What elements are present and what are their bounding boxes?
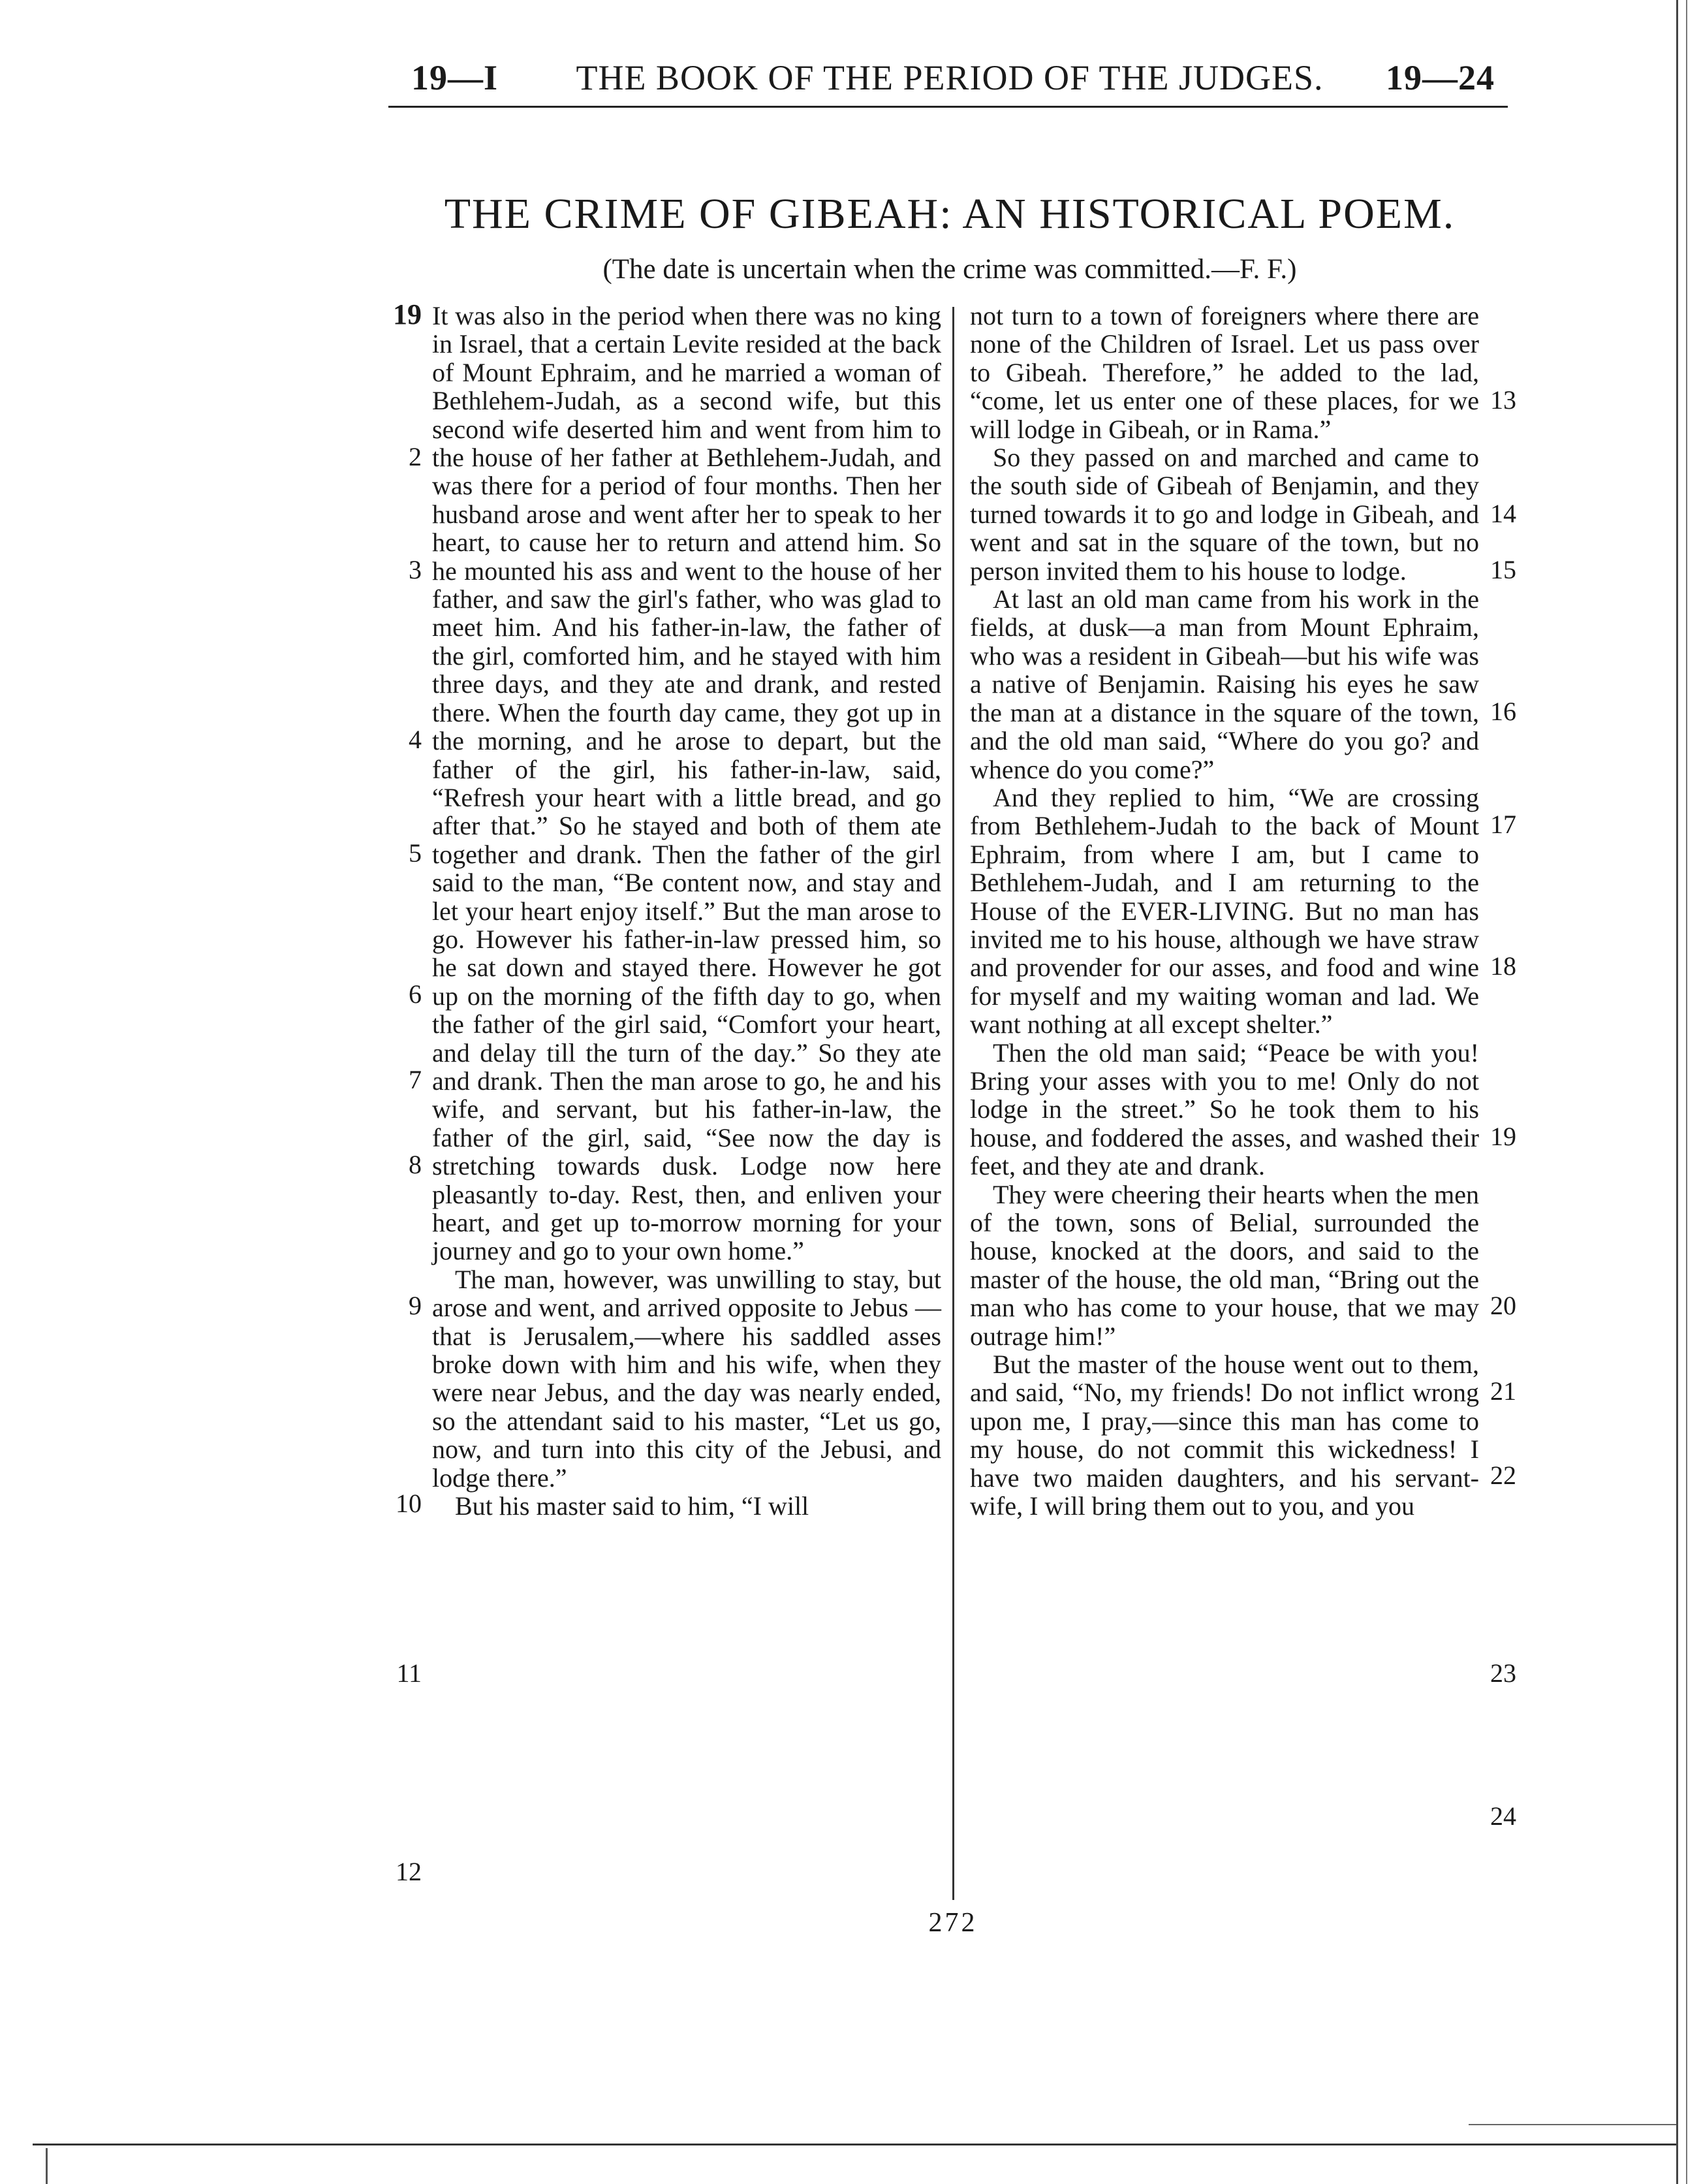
paragraph-verse-12: But his master said to him, “I will	[455, 1491, 809, 1521]
header-rule	[388, 106, 1508, 108]
header-left-reference: 19—I	[411, 58, 499, 97]
column-divider	[952, 307, 954, 1900]
verse-number: 19	[1490, 1122, 1516, 1151]
verse-number: 18	[1490, 951, 1516, 981]
paragraph-verse-22: They were cheering their hearts when the men of the town, sons of Belial, surrounded the house, knocked at the doors, and said to the master of the house, the old man, “Bring out the man who has come to your house, that we may outrage him!”	[970, 1179, 1479, 1351]
verse-number: 4	[409, 725, 422, 754]
page-number: 272	[928, 1908, 978, 1938]
page-edge-right-inner	[1686, 0, 1687, 2184]
verse-number: 9	[409, 1291, 422, 1320]
paragraph-verse-14: So they passed on and marched and came to the south side of Gibeah of Benjamin, and they turned towards it to go and lodge in Gibeah, and went and sat in the square of the town, but no person invited them to his house to lodge.	[970, 443, 1479, 586]
verse-number: 13	[1490, 385, 1516, 415]
verse-number: 24	[1490, 1801, 1516, 1831]
page-edge-right	[1676, 0, 1678, 2184]
verse-number: 12	[396, 1857, 422, 1886]
verse-number: 6	[409, 979, 422, 1009]
paragraph-verse-23: But the master of the house went out to them, and said, “No, my friends! Do not inflict wrong upon me, I pray,—since this man has come to my house, do not commit this wickedness! I have two maiden daughters, and his servant-wife, I will bring them out to you, and you	[970, 1350, 1479, 1521]
page-edge-bottom	[33, 2144, 1676, 2145]
chapter-number: 19	[393, 298, 422, 330]
verse-number: 15	[1490, 555, 1516, 584]
paragraph-verse-1: It was also in the period when there was no king in Israel, that a certain Levite resided at the back of Mount Ephraim, and he married a woman of Bethlehem-Judah, as a second wife, but this second wife deserted him and went from him to the house of her father at Bethlehem-Judah, and was there for a period of four months. Then her husband arose and went after her to speak to her heart, to cause her to return and attend him. So he mounted his ass and went to the house of her father, and saw the girl's father, who was glad to meet him. And his father-in-law, the father of the girl, comforted him, and he stayed with him three days, and they ate and drank, and rested there. When the fourth day came, they got up in the morning, and he arose to depart, but the father of the girl, his father-in-law, said, “Refresh your heart with a little bread, and go after that.” So he stayed and both of them ate together and drank. Then the father of the girl said to the man, “Be content now, and stay and let your heart enjoy itself.” But the man arose to go. However his father-in-law pressed him, so he sat down and stayed there. However he got up on the morning of the fifth day to go, when the father of the girl said, “Comfort your heart, and delay till the turn of the day.” So they ate and drank. Then the man arose to go, he and his wife, and servant, but his father-in-law, the father of the girl, said, “See now the day is stretching towards dusk. Lodge now here pleasantly to-day. Rest, then, and enliven your heart, and get up to-morrow morning for your journey and go to your own home.”	[432, 301, 941, 1266]
verse-number: 16	[1490, 697, 1516, 726]
verse-number: 11	[396, 1658, 422, 1688]
paragraph-verse-20: Then the old man said; “Peace be with you! Bring your asses with you to me! Only do not lodge in the street.” So he took them to his house, and foddered the asses, and washed their feet, and they ate and drank.	[970, 1037, 1479, 1181]
verse-number: 22	[1490, 1461, 1516, 1490]
section-subtitle: (The date is uncertain when the crime was committed.—F. F.)	[602, 254, 1297, 285]
paragraph-verse-12-cont: not turn to a town of foreigners where there are none of the Children of Israel. Let us pass over to Gibeah. Therefore,” he added to the lad, “come, let us enter one of these places, for we will lodge in Gibeah, or in Rama.”	[970, 301, 1479, 444]
verse-number: 20	[1490, 1291, 1516, 1320]
verse-number: 21	[1490, 1376, 1516, 1406]
header-right-reference: 19—24	[1386, 58, 1495, 97]
page-edge-bottom-inner	[1469, 2124, 1676, 2125]
left-text-column	[432, 302, 941, 1520]
page-edge-left-mark	[46, 2148, 48, 2184]
verse-number: 8	[409, 1150, 422, 1179]
verse-number: 17	[1490, 810, 1516, 839]
section-title: THE CRIME OF GIBEAH: AN HISTORICAL POEM.	[444, 190, 1456, 238]
verse-number: 23	[1490, 1658, 1516, 1688]
verse-number: 5	[409, 838, 422, 868]
verse-number: 14	[1490, 499, 1516, 528]
verse-number: 10	[396, 1489, 422, 1518]
paragraph-verse-18: And they replied to him, “We are crossing from Bethlehem-Judah to the back of Mount Ephraim, from where I am, but I came to Bethlehem-Judah, and I am returning to the House of the EVER-LIVING. But no man has invited me to his house, although we have straw and provender for our asses, and food and wine for myself and my waiting woman and lad. We want nothing at all except shelter.”	[970, 782, 1479, 1039]
paragraph-verse-16: At last an old man came from his work in the fields, at dusk—a man from Mount Ephraim, who was a resident in Gibeah—but his wife was a native of Benjamin. Raising his eyes he saw the man at a distance in the square of the town, and the old man said, “Where do you go? and whence do you come?”	[970, 584, 1479, 784]
verse-number: 2	[409, 442, 422, 471]
paragraph-verse-10: The man, however, was unwilling to stay, but arose and went, and arrived opposite to Jebus — that is Jerusalem,—where his saddled asses broke down with him and his wife, when they were near Jebus, and the day was nearly ended, so the attendant said to his master, “Let us go, now, and turn into this city of the Jebusi, and lodge there.”	[432, 1264, 941, 1493]
verse-number: 7	[409, 1065, 422, 1094]
verse-number: 3	[409, 555, 422, 584]
right-text-column	[970, 302, 1479, 1520]
header-book-title: THE BOOK OF THE PERIOD OF THE JUDGES.	[576, 58, 1324, 97]
